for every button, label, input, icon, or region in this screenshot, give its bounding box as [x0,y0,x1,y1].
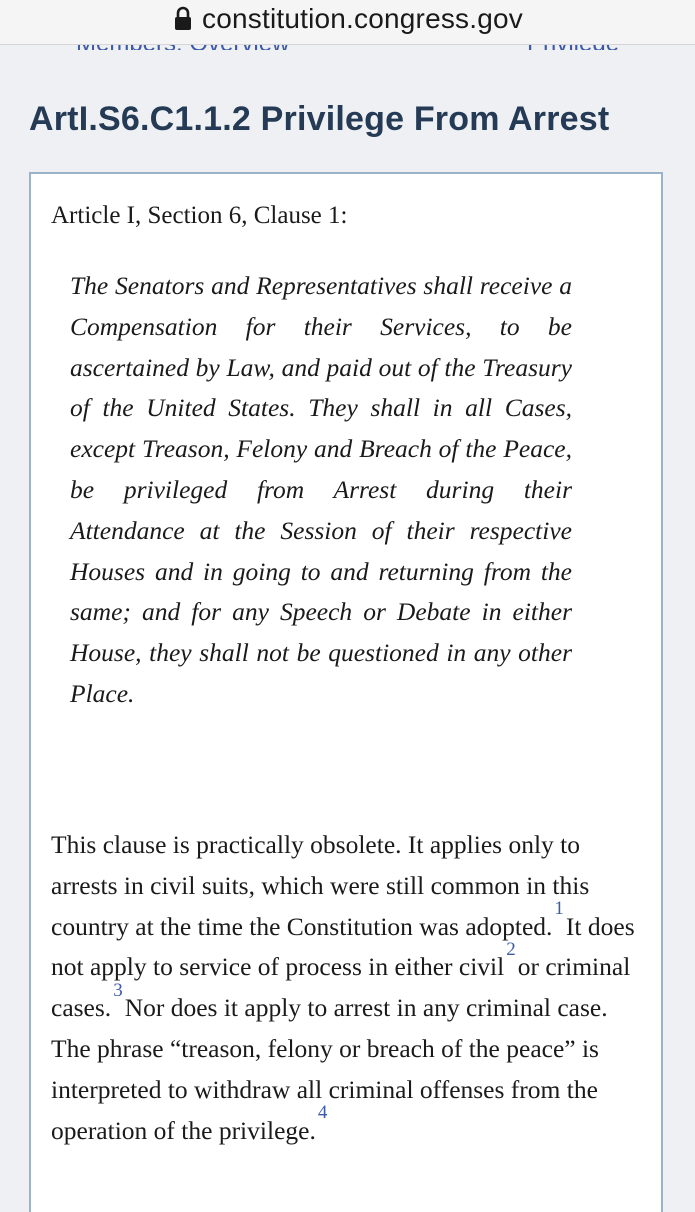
url-text[interactable]: constitution.congress.gov [202,3,523,34]
commentary-text-2: It does not apply to service of process in either civil [51,911,635,982]
commentary-text-3: or criminal cases. [51,952,631,1023]
lock-icon [172,6,194,32]
clause-label: Article I, Section 6, Clause 1: [51,202,348,229]
footnote-link-2[interactable]: 2 [506,938,516,960]
footnote-link-3[interactable]: 3 [113,979,123,1001]
commentary-paragraph [51,825,651,1151]
footnote-link-4[interactable]: 4 [317,1102,328,1124]
content-box [29,172,663,1212]
browser-address-bar[interactable] [0,0,695,45]
footnote-link-1[interactable]: 1 [554,898,564,920]
clause-quote: The Senators and Representatives shall receive a Compensation for their Services, to be ascertained by Law, and paid out of the Treasury of the United States. They shall in all Cases, except Treason, Felony and Breach of the Peace, be privileged from Arrest during their Attendance at the Session of their respective Houses and in going to and returning from the same; and for any Speech or Debate in either House, they shall not be questioned in any other Place. [70,271,572,708]
commentary-text-4: Nor does it apply to arrest in any criminal case. The phrase “treason, felony or breach of the peace” is interpreted to withdraw all criminal offenses from the operation of the privilege. [51,993,608,1145]
page-title: ArtI.S6.C1.1.2 Privilege From Arrest [29,100,610,138]
address-bar-content [172,3,523,35]
commentary-text-1: This clause is practically obsolete. It applies only to arrests in civil suits, which were still common in this country at the time the Constitution was adopted. [51,830,590,941]
